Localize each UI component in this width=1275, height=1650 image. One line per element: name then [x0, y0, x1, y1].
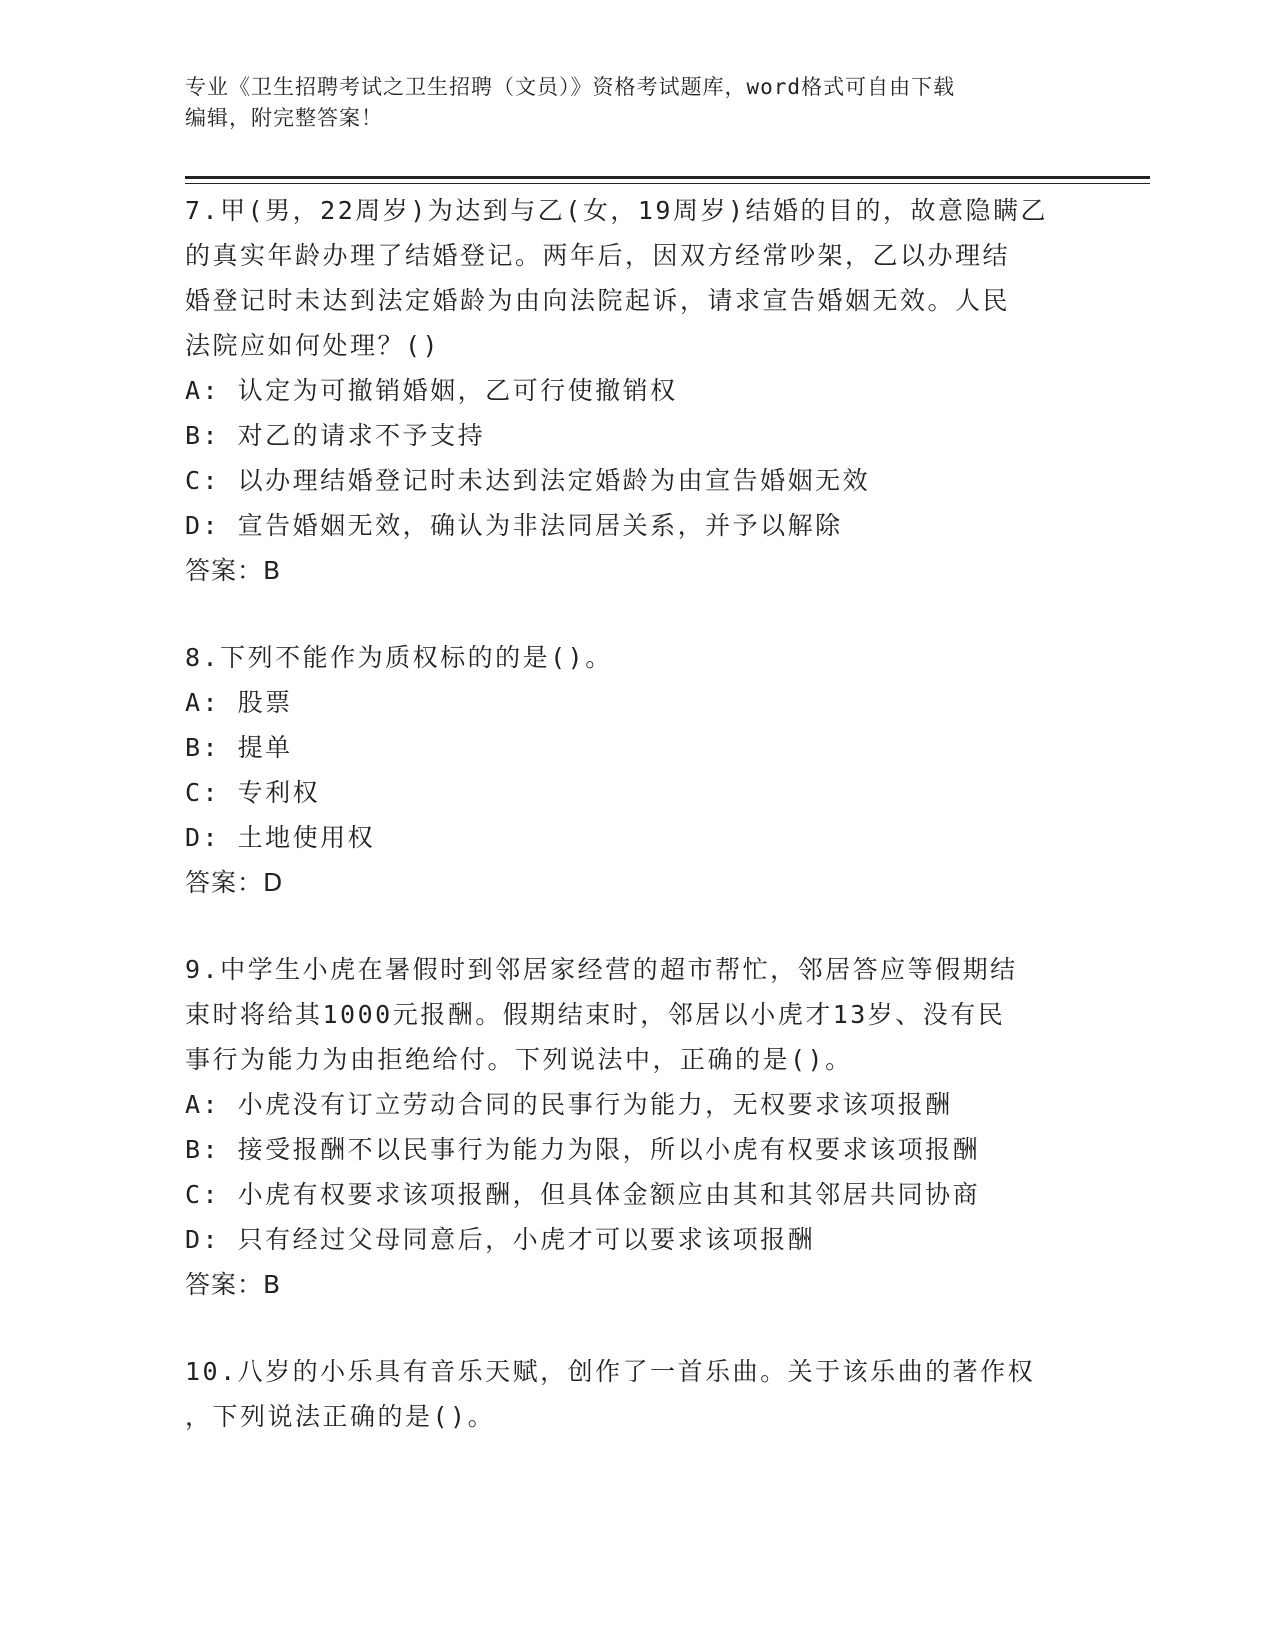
option-a: A: 小虎没有订立劳动合同的民事行为能力，无权要求该项报酬	[185, 1090, 953, 1119]
option-c: C: 小虎有权要求该项报酬，但具体金额应由其和其邻居共同协商	[185, 1180, 981, 1209]
option-d: D: 宣告婚姻无效，确认为非法同居关系，并予以解除	[185, 511, 843, 540]
question-stem-line: 7.甲(男，22周岁)为达到与乙(女，19周岁)结婚的目的，故意隐瞒乙	[185, 196, 1049, 225]
question-stem-line: 法院应如何处理？()	[185, 331, 441, 360]
question-stem-line: 的真实年龄办理了结婚登记。两年后，因双方经常吵架，乙以办理结	[185, 241, 1011, 270]
question-stem-line: 事行为能力为由拒绝给付。下列说法中，正确的是()。	[185, 1045, 853, 1074]
question-stem-line: 10.八岁的小乐具有音乐天赋，创作了一首乐曲。关于该乐曲的著作权	[185, 1357, 1036, 1386]
header-rule-thin	[185, 183, 1150, 184]
question-stem-line: 8.下列不能作为质权标的的是()。	[185, 643, 613, 672]
option-d: D: 土地使用权	[185, 823, 376, 852]
question-7	[185, 188, 1085, 593]
question-stem-line: 婚登记时未达到法定婚龄为由向法院起诉，请求宣告婚姻无效。人民	[185, 286, 1011, 315]
document-header	[185, 72, 1065, 134]
question-stem-line: 9.中学生小虎在暑假时到邻居家经营的超市帮忙，邻居答应等假期结	[185, 955, 1018, 984]
answer-label: 答案：B	[185, 556, 282, 585]
header-rule-thick	[185, 176, 1150, 179]
question-stem-line: 束时将给其1000元报酬。假期结束时，邻居以小虎才13岁、没有民	[185, 1000, 1006, 1029]
option-b: B: 对乙的请求不予支持	[185, 421, 486, 450]
header-line-1: 专业《卫生招聘考试之卫生招聘（文员）》资格考试题库，word格式可自由下载	[185, 75, 956, 99]
option-a: A: 认定为可撤销婚姻，乙可行使撤销权	[185, 376, 678, 405]
option-a: A: 股票	[185, 688, 293, 717]
header-line-2: 编辑，附完整答案！	[185, 106, 383, 130]
question-10	[185, 1349, 1085, 1439]
question-9	[185, 947, 1085, 1307]
question-list	[185, 188, 1085, 1481]
answer-label: 答案：B	[185, 1270, 282, 1299]
answer-label: 答案：D	[185, 868, 284, 897]
option-d: D: 只有经过父母同意后，小虎才可以要求该项报酬	[185, 1225, 816, 1254]
option-b: B: 接受报酬不以民事行为能力为限，所以小虎有权要求该项报酬	[185, 1135, 981, 1164]
option-c: C: 专利权	[185, 778, 321, 807]
option-b: B: 提单	[185, 733, 293, 762]
question-8	[185, 635, 1085, 905]
option-c: C: 以办理结婚登记时未达到法定婚龄为由宣告婚姻无效	[185, 466, 871, 495]
question-stem-line: ，下列说法正确的是()。	[185, 1402, 496, 1431]
